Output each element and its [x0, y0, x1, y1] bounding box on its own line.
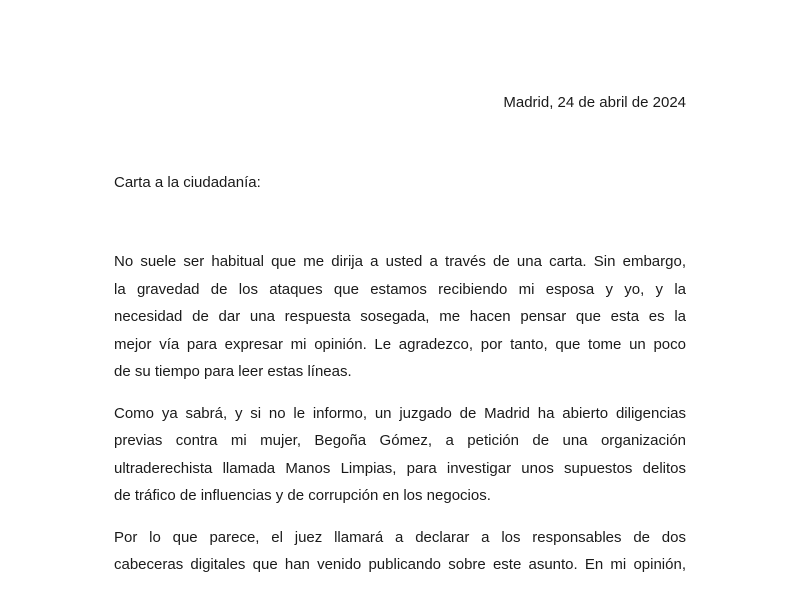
letter-salutation: Carta a la ciudadanía: — [114, 174, 261, 191]
paragraph-2 — [114, 400, 686, 510]
letter-body — [114, 248, 686, 593]
paragraph-line: necesidad de dar una respuesta sosegada, me hacen pensar que esta es la — [114, 308, 686, 325]
letter-date: Madrid, 24 de abril de 2024 — [503, 94, 686, 111]
paragraph-line: No suele ser habitual que me dirija a usted a través de una carta. Sin embargo, — [114, 253, 686, 270]
paragraph-3 — [114, 524, 686, 579]
paragraph-line: de su tiempo para leer estas líneas. — [114, 363, 352, 380]
paragraph-line: Como ya sabrá, y si no le informo, un juzgado de Madrid ha abierto diligencias — [114, 404, 686, 422]
paragraph-line: mejor vía para expresar mi opinión. Le agradezco, por tanto, que tome un poco — [114, 335, 686, 353]
paragraph-line: ultraderechista llamada Manos Limpias, para investigar unos supuestos delitos — [114, 459, 686, 477]
paragraph-line: Por lo que parece, el juez llamará a declarar a los responsables de dos — [114, 528, 686, 546]
paragraph-line: de tráfico de influencias y de corrupción en los negocios. — [114, 487, 491, 504]
paragraph-line: cabeceras digitales que han venido publicando sobre este asunto. En mi opinión, — [114, 556, 686, 573]
paragraph-line: la gravedad de los ataques que estamos recibiendo mi esposa y yo, y la — [114, 280, 686, 298]
paragraph-1 — [114, 248, 686, 386]
paragraph-line: previas contra mi mujer, Begoña Gómez, a petición de una organización — [114, 432, 686, 449]
